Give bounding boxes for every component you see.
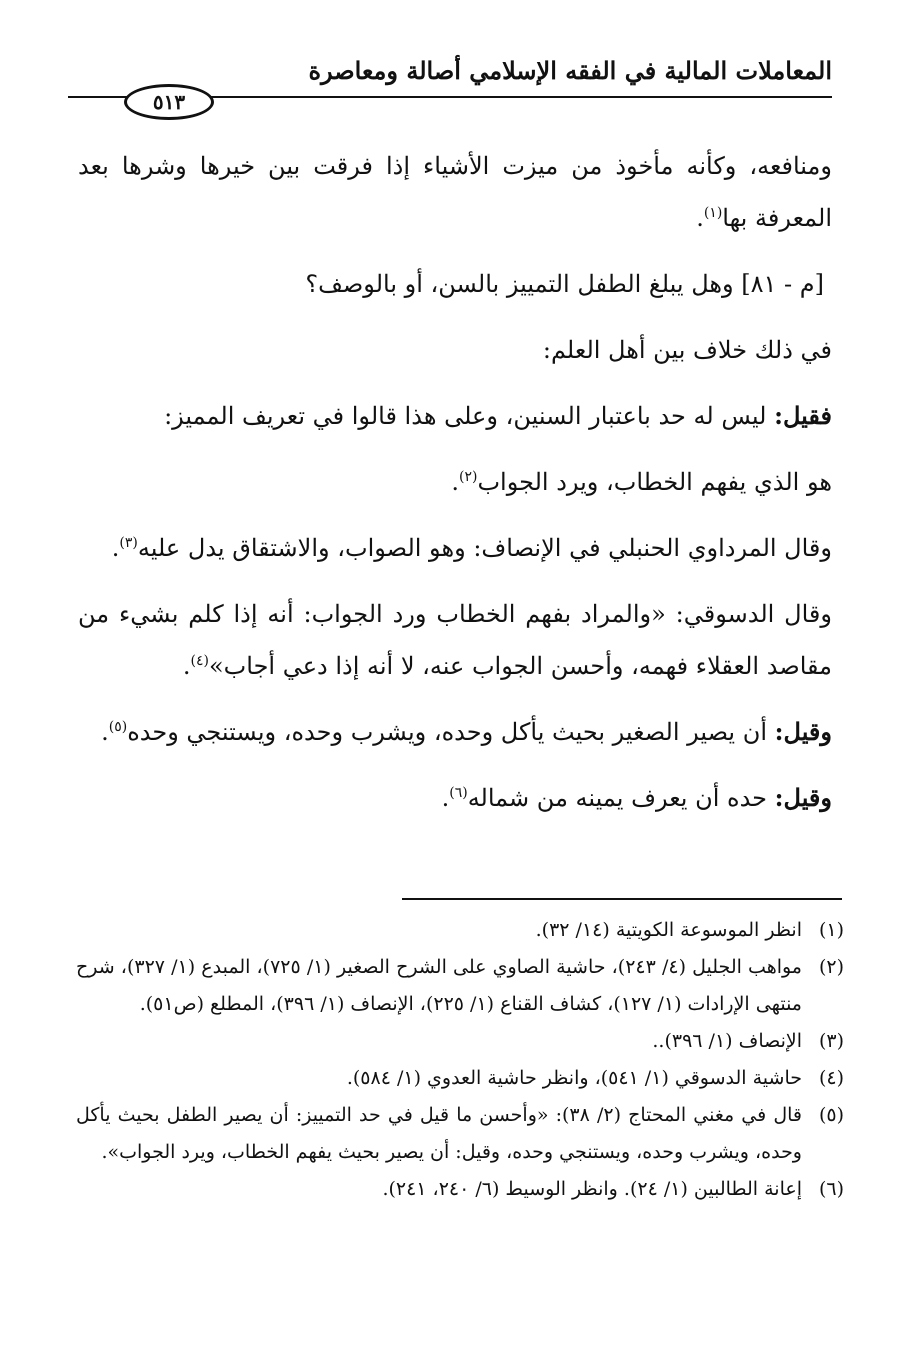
footnote-text: قال في مغني المحتاج (٢/ ٣٨): «وأحسن ما قيل في حد التمييز: أن يصير الطفل بحيث يأكل وحده، ويشرب وحده، ويستنجي وحده، وقيل: أن يصير بحيث يفهم الخطاب، ويرد الجواب». xyxy=(76,1104,802,1163)
page-number: ٥١٣ xyxy=(124,84,214,120)
paragraph-label: فقيل: xyxy=(774,401,832,430)
footnote xyxy=(76,1097,844,1171)
footnote-separator xyxy=(402,898,842,900)
running-title: المعاملات المالية في الفقه الإسلامي أصالة ومعاصرة xyxy=(308,56,832,85)
footnote-text: مواهب الجليل (٤/ ٢٤٣)، حاشية الصاوي على الشرح الصغير (١/ ٧٢٥)، المبدع (١/ ٣٢٧)، شرح منتهى الإرادات (١/ ١٢٧)، كشاف القناع (١/ ٢٢٥)، الإنصاف (١/ ٣٩٦)، المطلع (ص٥١). xyxy=(76,956,802,1015)
footnote-text: حاشية الدسوقي (١/ ٥٤١)، وانظر حاشية العدوي (١/ ٥٨٤). xyxy=(346,1067,802,1089)
footnote-ref: (٦) xyxy=(449,785,468,801)
paragraph: في ذلك خلاف بين أهل العلم: xyxy=(542,336,832,364)
footnote-text: إعانة الطالبين (١/ ٢٤). وانظر الوسيط (٦/ ٢٤٠، ٢٤١). xyxy=(382,1178,802,1200)
footnote xyxy=(76,1171,844,1208)
footnote-number: (٣) xyxy=(818,1030,844,1052)
paragraph: وقال المرداوي الحنبلي في الإنصاف: وهو الصواب، والاشتقاق يدل عليه$^{(٣)}$. xyxy=(111,534,832,562)
footnote-number: (٦) xyxy=(818,1178,844,1200)
footnote xyxy=(76,1060,844,1097)
paragraph: [م - ٨١] وهل يبلغ الطفل التمييز بالسن، أو بالوصف؟ xyxy=(305,270,824,298)
footnote-ref: (١) xyxy=(703,205,723,221)
footnote xyxy=(76,1023,844,1060)
main-text xyxy=(78,140,832,838)
footnote-ref: (٤) xyxy=(190,653,209,669)
footnotes xyxy=(76,912,844,1208)
footnote xyxy=(76,912,844,949)
paragraph: وقال الدسوقي: «والمراد بفهم الخطاب ورد الجواب: أنه إذا كلم بشيء من مقاصد العقلاء فهمه، وأحسن الجواب عنه، لا أنه إذا دعي أجاب»$^{(٤)}$. xyxy=(78,600,832,680)
paragraph: فقيل: ليس له حد باعتبار السنين، وعلى هذا قالوا في تعريف المميز: xyxy=(164,401,832,430)
footnote-ref: (٥) xyxy=(108,719,128,735)
footnote-text: الإنصاف (١/ ٣٩٦).. xyxy=(652,1030,802,1052)
footnote-number: (١) xyxy=(818,919,844,941)
paragraph: هو الذي يفهم الخطاب، ويرد الجواب$^{(٢)}$. xyxy=(451,468,832,496)
footnote-ref: (٢) xyxy=(458,469,478,485)
footnote xyxy=(76,949,844,1023)
paragraph-label: وقيل: xyxy=(774,783,832,812)
footnote-text: انظر الموسوعة الكويتية (١٤/ ٣٢). xyxy=(535,919,802,941)
paragraph: وقيل: أن يصير الصغير بحيث يأكل وحده، ويشرب وحده، ويستنجي وحده$^{(٥)}$. xyxy=(101,717,832,746)
paragraph: ومنافعه، وكأنه مأخوذ من ميزت الأشياء إذا فرقت بين خيرها وشرها بعد المعرفة بها$^{(١)}$. xyxy=(78,152,832,232)
footnote-number: (٤) xyxy=(818,1067,844,1089)
footnote-number: (٥) xyxy=(818,1104,844,1126)
footnote-ref: (٣) xyxy=(119,535,138,551)
paragraph: وقيل: حده أن يعرف يمينه من شماله$^{(٦)}$. xyxy=(441,783,832,812)
footnote-number: (٢) xyxy=(818,956,844,978)
paragraph-label: وقيل: xyxy=(774,717,832,746)
